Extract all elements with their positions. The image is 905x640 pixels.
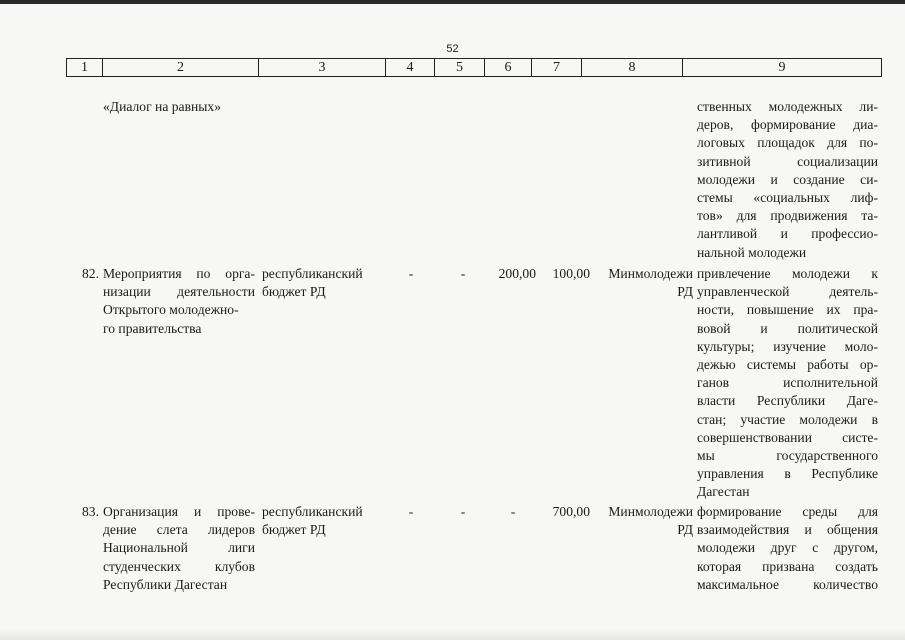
text-line: Дагестан: [697, 484, 750, 500]
row-83-col6: -: [510, 504, 516, 519]
text-line: республиканский: [262, 504, 363, 519]
row-82-executor: [592, 265, 693, 301]
text-line: Минмолодежи: [608, 504, 693, 519]
text-line: ганов исполнительной: [697, 375, 878, 391]
text-line: ности, повышение их пра-: [697, 302, 878, 318]
column-header-8: 8: [582, 59, 683, 77]
column-header-7: 7: [532, 59, 582, 77]
row-82-col7: 100,00: [552, 266, 590, 281]
row-83-col5: -: [460, 504, 466, 519]
text-line: Открытого молодежно-: [103, 302, 239, 318]
text-line: бюджет РД: [262, 522, 326, 538]
text-line: Мероприятия по орга-: [103, 266, 255, 281]
text-line: управления в Республике: [697, 466, 878, 482]
text-line: деров, формирование диа-: [697, 117, 878, 133]
text-line: тов» для продвижения та-: [697, 208, 878, 224]
text-line: стемы «социальных лиф-: [697, 189, 878, 205]
text-line: Республики Дагестан: [103, 576, 228, 592]
text-line: низации деятельности: [103, 284, 255, 300]
column-header-4: 4: [386, 59, 435, 77]
text-line: культуры; изучение моло-: [697, 338, 878, 354]
text-line: управленческой деятель-: [697, 284, 878, 300]
text-line: РД: [677, 522, 693, 538]
text-line: бюджет РД: [262, 284, 326, 300]
continuation-result: [697, 98, 878, 262]
column-number-header: [66, 58, 882, 77]
column-header-2: 2: [103, 59, 259, 77]
column-header-6: 6: [485, 59, 532, 77]
column-header-1: 1: [67, 59, 103, 77]
row-82-col5: -: [460, 266, 466, 281]
row-82-activity: [103, 265, 255, 338]
text-line: Национальной лиги: [103, 540, 255, 556]
text-line: студенческих клубов: [103, 558, 255, 574]
column-header-9: 9: [683, 59, 882, 77]
text-line: дежью системы работы ор-: [697, 356, 878, 372]
column-header-3: 3: [259, 59, 386, 77]
text-line: дение слета лидеров: [103, 522, 255, 538]
scan-top-edge: [0, 0, 905, 4]
text-line: нальной молодежи: [697, 244, 807, 260]
row-83-expected-result: [697, 503, 878, 594]
scan-bottom-edge: [0, 628, 905, 640]
row-82-funding-source: [262, 265, 387, 301]
text-line: взаимодействия и общения: [697, 522, 878, 538]
text-line: республиканский: [262, 266, 363, 281]
text-line: Минмолодежи: [608, 266, 693, 281]
text-line: зитивной социализации: [697, 153, 878, 169]
row-83-col4: -: [408, 504, 414, 519]
text-line: го правительства: [103, 320, 202, 336]
text-line: власти Республики Даге-: [697, 393, 878, 409]
page-number: 52: [446, 43, 459, 55]
row-82-col6: 200,00: [498, 266, 536, 281]
row-83-number: 83.: [82, 504, 99, 519]
text-line: логовых площадок для по-: [697, 135, 878, 151]
text-line: мы государственного: [697, 447, 878, 463]
text-line: стан; участие молодежи в: [697, 411, 878, 427]
text-line: вовой и политической: [697, 320, 878, 336]
row-83-executor: [592, 503, 693, 539]
text-line: формирование среды для: [697, 504, 878, 519]
continuation-activity: «Диалог на равных»: [103, 99, 222, 114]
row-83-activity: [103, 503, 255, 594]
text-line: Организация и прове-: [103, 504, 255, 519]
text-line: совершенствовании систе-: [697, 429, 878, 445]
text-line: лантливой и профессио-: [697, 226, 878, 242]
text-line: которая призвана создать: [697, 558, 878, 574]
row-83-funding-source: [262, 503, 387, 539]
column-header-5: 5: [435, 59, 485, 77]
text-line: молодежи друг с другом,: [697, 540, 878, 556]
row-83-col7: 700,00: [552, 504, 590, 519]
text-line: ственных молодежных ли-: [697, 99, 878, 114]
text-line: привлечение молодежи к: [697, 266, 878, 281]
row-82-number: 82.: [82, 266, 99, 281]
row-82-expected-result: [697, 265, 878, 501]
text-line: РД: [677, 284, 693, 300]
text-line: молодежи и создание си-: [697, 171, 878, 187]
text-line: максимальное количество: [697, 576, 878, 592]
row-82-col4: -: [408, 266, 414, 281]
